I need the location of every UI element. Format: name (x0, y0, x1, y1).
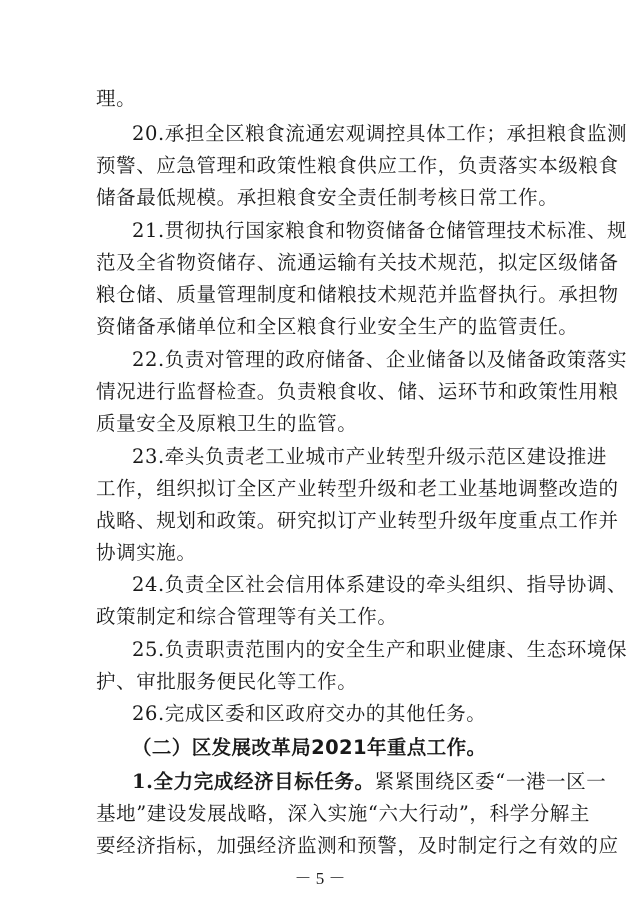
item-24-line-1: 24.负责全区社会信用体系建设的牵头组织、指导协调、 (132, 573, 628, 596)
item-23-line-2: 工作，组织拟订全区产业转型升级和老工业基地调整改造的 (96, 477, 619, 500)
item-21-line-2: 范及全省物资储存、流通运输有关技术规范，拟定区级储备 (96, 251, 619, 274)
item-21-line-3: 粮仓储、质量管理制度和储粮技术规范并监督执行。承担物 (96, 283, 619, 306)
item-25-line-1: 25.负责职责范围内的安全生产和职业健康、生态环境保 (132, 638, 628, 661)
item-22-line-1: 22.负责对管理的政府储备、企业储备以及储备政策落实 (132, 348, 628, 371)
item-23-line-4: 协调实施。 (96, 541, 197, 564)
item-21-line-1: 21.贯彻执行国家粮食和物资储备仓储管理技术标准、规 (132, 219, 628, 242)
item-20-line-2: 预警、应急管理和政策性粮食供应工作，负责落实本级粮食 (96, 154, 619, 177)
item-22-line-3: 质量安全及原粮卫生的监管。 (96, 412, 358, 435)
item-20-line-1: 20.承担全区粮食流通宏观调控具体工作；承担粮食监测 (132, 122, 628, 145)
task-1-line-2: 基地”建设发展战略，深入实施“六大行动”，科学分解主 (96, 802, 591, 825)
task-1-line-1 (132, 769, 607, 795)
paragraph-fragment: 理。 (96, 87, 137, 110)
item-21-line-4: 资储备承储单位和全区粮食行业安全生产的监管责任。 (96, 315, 579, 338)
item-24-line-2: 政策制定和综合管理等有关工作。 (96, 605, 398, 628)
item-26-line-1: 26.完成区委和区政府交办的其他任务。 (132, 702, 487, 725)
item-20-line-3: 储备最低规模。承担粮食安全责任制考核日常工作。 (96, 186, 559, 209)
item-23-line-3: 战略、规划和政策。研究拟订产业转型升级年度重点工作并 (96, 509, 619, 532)
item-23-line-1: 23.牵头负责老工业城市产业转型升级示范区建设推进 (132, 445, 608, 468)
page-number: － 5 － (294, 869, 346, 888)
item-22-line-2: 情况进行监督检查。负责粮食收、储、运环节和政策性用粮 (96, 380, 619, 403)
task-1-first-line-rest: 紧紧围绕区委“一港一区一 (374, 770, 607, 793)
task-1-line-3: 要经济指标，加强经济监测和预警，及时制定行之有效的应 (96, 834, 619, 857)
section-heading: （二）区发展改革局2021年重点工作。 (132, 736, 487, 759)
task-1-lead: 1.全力完成经济目标任务。 (132, 770, 375, 793)
item-25-line-2: 护、审批服务便民化等工作。 (96, 670, 358, 693)
